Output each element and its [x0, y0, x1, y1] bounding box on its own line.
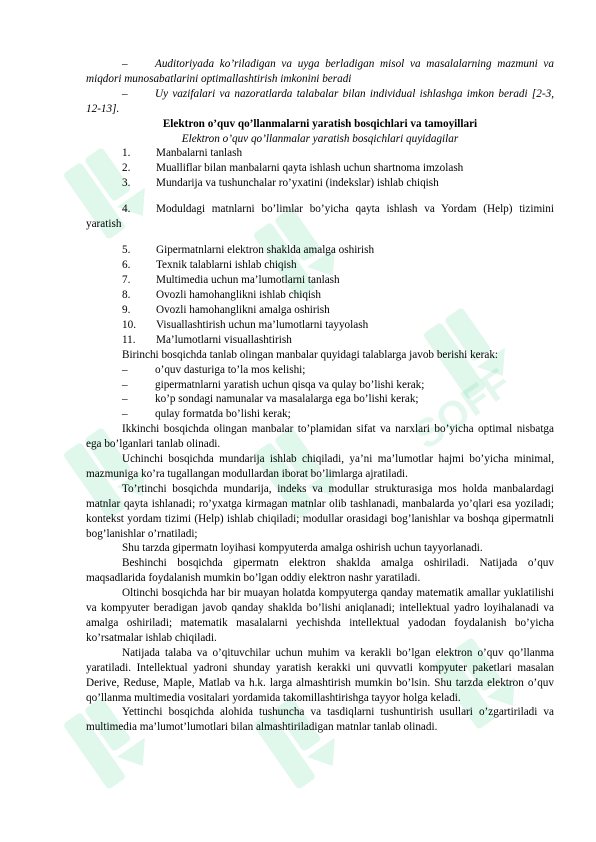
step-text: Texnik talablarni ishlab chiqish [156, 259, 297, 272]
step-item [86, 161, 554, 176]
requirement-text: qulay formatda bo’lishi kerak; [155, 408, 291, 421]
body-paragraph: Shu tarzda gipermatn loyihasi kompyuterda amalga oshirish uchun tayyorlanadi. [122, 542, 483, 555]
requirement-text: o’quv dasturiga to’la mos kelishi; [155, 363, 306, 376]
body-paragraph: Uchinchi bosqichda mundarija ishlab chiqiladi, ya’ni ma’lumotlar hajmi bo’yicha minimal, mazmuniga ko’ra tugallangan modullardan iborat bo’limlarga ajratiladi. [86, 453, 554, 480]
requirement-item [86, 407, 554, 422]
intro-item [86, 87, 554, 117]
body-paragraph: Oltinchi bosqichda har bir muayan holatda kompyuterga qanday matematik amallar yuklatilishi va kompyuter beradigan javob qanday shaklda bo’lishi aniqlanadi; intellektual yadro loyihalanadi va amalga oshiriladi; matematik masalalarni yechishda intellektual yadodan foydalanish bo’yicha ko’rsatmalar ishlab chiqiladi. [86, 587, 554, 644]
step-text: Manbalarni tanlash [156, 147, 243, 160]
step-text: Mundarija va tushunchalar ro’yxatini (indekslar) ishlab chiqish [156, 177, 439, 190]
step-text: Ovozli hamohanglikni amalga oshirish [156, 303, 330, 316]
requirements-intro: Birinchi bosqichda tanlab olingan manbalar quyidagi talablarga javob berishi kerak: [122, 348, 499, 361]
requirement-text: gipermatnlarni yaratish uchun qisqa va qulay bo’lishi kerak; [155, 378, 425, 391]
body-paragraph: To’rtinchi bosqichda mundarija, indeks va modullar strukturasiga mos holda manbalardagi matnlar qayta ishlanadi; ro’yxatga kirmagan matnlar olib tashlanadi, manbalarda yo’qlari esa yoziladi; kontekst yordam tizimi (Help) ishlab chiqiladi; modullar orasidagi bog’lanishlar va boshqa gipermatnli bog’lanishlar o’rnatiladi; [86, 482, 554, 540]
step-number: 7. [122, 274, 131, 287]
step-text: Mualliflar bilan manbalarni qayta ishlash uchun shartnoma imzolash [156, 162, 464, 175]
step-number: 8. [122, 289, 131, 302]
section-heading: Elektron o’quv qo’llanmalarni yaratish bosqichlari va tamoyillari [162, 117, 478, 130]
requirement-item [86, 378, 554, 393]
requirement-item [86, 392, 554, 407]
step-item [86, 258, 554, 273]
step-item [86, 333, 554, 348]
step-item [86, 176, 554, 191]
step-number: 4. [122, 203, 131, 216]
body-paragraph: Ikkinchi bosqichda olingan manbalar to’plamidan sifat va narxlari bo’yicha optimal nisbatga ega bo’lganlari tanlab olinadi. [86, 423, 554, 451]
intro-item-text: Auditoriyada ko’riladigan va uyga berladigan misol va masalalarning mazmuni va miqdori munosabatlarini optimallashtirish imkonini beradi [86, 58, 554, 85]
intro-item-text: Uy vazifalari va nazoratlarda talabalar bilan individual ishlashga imkon beradi [2-3, 12-13]. [86, 87, 554, 115]
requirement-item [86, 363, 554, 378]
step-text: Moduldagi matnlarni bo’limlar bo’yicha qayta ishlash va Yordam (Help) tizimini yaratish [86, 203, 554, 231]
step-item [86, 202, 554, 232]
section-subheading: Elektron o’quv qo’llanmalar yaratish bosqichlari quyidagilar [181, 132, 459, 145]
intro-item [86, 57, 554, 87]
step-item [86, 243, 554, 258]
body-paragraph: Natijada talaba va o’qituvchilar uchun muhim va kerakli bo’lgan elektron o’quv qo’llanma yaratiladi. Intellektual yadroni shunday yaratish kerakki uni quvvatli kompyuter paketlari masalan Derive, Reduse, Maple, Matlab va h.k. larga almashtirish mumkin bo’lsin. Shu tarzda elektron o’quv qo’llanma multimedia vositalari yordamida takomillashtirishga tayyor holga keladi. [86, 646, 554, 704]
step-number: 5. [122, 244, 131, 257]
dash-marker: – [122, 408, 128, 421]
dash-marker: – [122, 378, 128, 391]
step-text: Ma’lumotlarni visuallashtirish [156, 333, 292, 346]
step-item [86, 303, 554, 318]
dash-marker: – [122, 58, 128, 70]
dash-marker: – [122, 393, 128, 406]
step-number: 11. [122, 333, 136, 346]
step-item [86, 146, 554, 161]
requirement-text: ko’p sondagi namunalar va masalalarga ega bo’lishi kerak; [155, 393, 419, 406]
document-page [86, 57, 554, 735]
step-number: 10. [122, 318, 136, 331]
step-text: Multimedia uchun ma’lumotlarni tanlash [156, 274, 340, 287]
step-number: 6. [122, 259, 131, 272]
step-number: 1. [122, 147, 131, 160]
step-number: 3. [122, 177, 131, 190]
body-paragraph: Beshinchi bosqichda gipermatn elektron shaklda amalga oshiriladi. Natijada o’quv maqsadlarida foydalanish mumkin bo’lgan oddiy elektron nashr yaratiladi. [86, 557, 554, 585]
watermark-text: SOFF [406, 360, 519, 458]
dash-marker: – [122, 87, 128, 100]
step-text: Gipermatnlarni elektron shaklda amalga oshirish [156, 244, 375, 257]
dash-marker: – [122, 363, 128, 376]
step-text: Ovozli hamohanglikni ishlab chiqish [156, 289, 321, 302]
step-number: 9. [122, 303, 131, 316]
step-number: 2. [122, 162, 131, 175]
step-item [86, 288, 554, 303]
body-paragraph: Yettinchi bosqichda alohida tushuncha va tasdiqlarni tushuntirish usullari o’zgartiriladi va multimedia ma’lumot’lumotlari bilan almashtiriladigan matnlar tanlab olinadi. [86, 706, 554, 734]
step-item [86, 273, 554, 288]
step-item [86, 318, 554, 333]
step-text: Visuallashtirish uchun ma’lumotlarni tayyolash [156, 318, 369, 331]
